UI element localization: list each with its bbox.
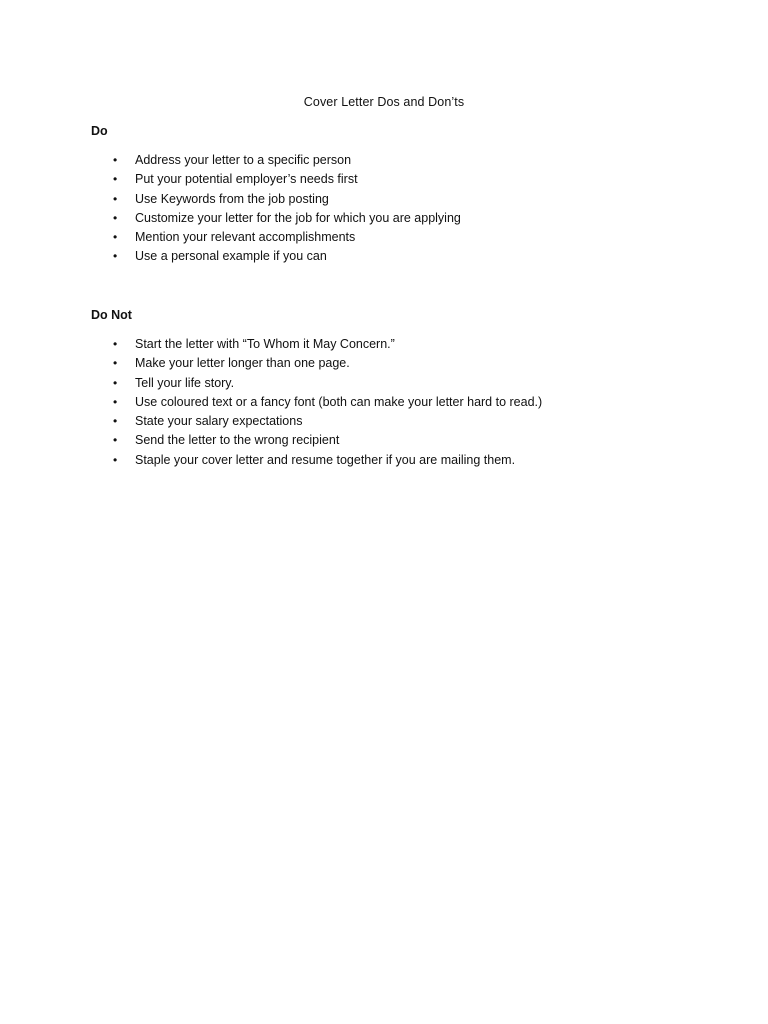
bullet-icon: • bbox=[113, 433, 118, 448]
bullet-icon: • bbox=[113, 452, 118, 467]
bullet-icon: • bbox=[113, 172, 118, 187]
bullet-icon: • bbox=[113, 210, 118, 225]
list-item-text: Put your potential employer’s needs first bbox=[135, 172, 358, 187]
bullet-icon: • bbox=[113, 230, 118, 245]
bullet-icon: • bbox=[113, 394, 118, 409]
section-heading-do-not: Do Not bbox=[91, 308, 132, 322]
list-item-text: Mention your relevant accomplishments bbox=[135, 230, 356, 245]
document-title: Cover Letter Dos and Don’ts bbox=[303, 95, 465, 109]
bullet-icon: • bbox=[113, 337, 118, 351]
list-item-text: State your salary expectations bbox=[135, 414, 303, 429]
list-item-text: Use coloured text or a fancy font (both can make your letter hard to read.) bbox=[135, 394, 543, 409]
list-item-text: Send the letter to the wrong recipient bbox=[135, 433, 340, 448]
bullet-icon: • bbox=[113, 375, 118, 390]
list-item-text: Staple your cover letter and resume together if you are mailing them. bbox=[135, 452, 516, 467]
list-item-text: Start the letter with “To Whom it May Concern.” bbox=[135, 337, 395, 351]
list-item-text: Make your letter longer than one page. bbox=[135, 356, 350, 371]
list-item-text: Tell your life story. bbox=[135, 375, 235, 390]
bullet-icon: • bbox=[113, 356, 118, 371]
bullet-icon: • bbox=[113, 414, 118, 429]
list-item-text: Customize your letter for the job for which you are applying bbox=[135, 210, 461, 225]
list-item-text: Use Keywords from the job posting bbox=[135, 191, 329, 206]
list-item-text: Use a personal example if you can bbox=[135, 249, 327, 264]
bullet-icon: • bbox=[113, 249, 118, 264]
bullet-icon: • bbox=[113, 153, 118, 167]
section-heading-do: Do bbox=[91, 124, 108, 138]
list-item-text: Address your letter to a specific person bbox=[135, 153, 352, 167]
bullet-icon: • bbox=[113, 191, 118, 206]
